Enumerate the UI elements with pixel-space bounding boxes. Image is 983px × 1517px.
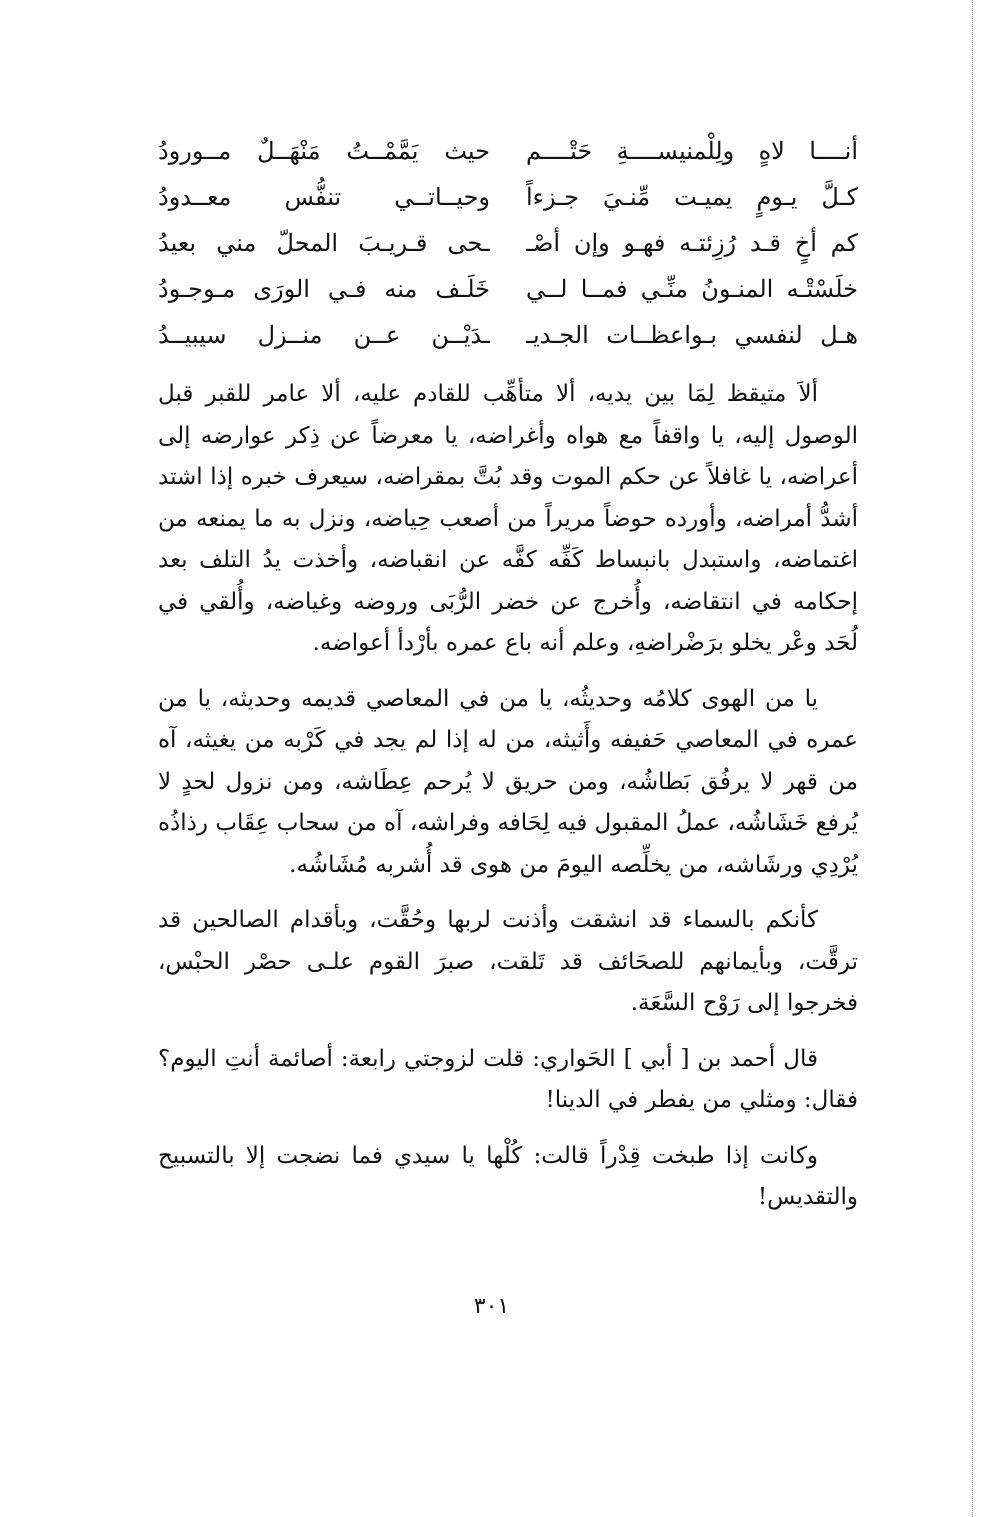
verse-second-hemistich: ـدَيْــن عــن منــزل سيبيــدُ (158, 321, 490, 349)
verse-second-hemistich: ـحى قـريـبَ المحلّ مني بعيدُ (158, 229, 490, 257)
poem-verse (158, 128, 858, 174)
verse-first-hemistich: كـلَّ يـومٍ يميـت مِّنـيَ جـزءاً (526, 183, 858, 211)
poem-verse (158, 174, 858, 220)
poem-verse (158, 312, 858, 358)
verse-second-hemistich: خَلَـف منه فـي الورَى مـوجـودُ (158, 275, 490, 303)
verse-second-hemistich: وحيــاتــي تنفُّس معــدودُ (158, 183, 490, 211)
scan-edge-line (972, 0, 973, 1517)
poem-verse (158, 220, 858, 266)
page-number: ٣٠١ (473, 1294, 510, 1319)
verse-first-hemistich: أنــــا لاهٍ ولِلْمنيســــةِ حَتْــــم (526, 137, 858, 165)
page-body (158, 128, 858, 1219)
paragraph-rabia-fasting: قال أحمد بن [ أبي ] الحَواري: قلت لزوجتي رابعة: أصائمة أنتِ اليوم؟ فقال: ومثلي من يفطر في الدينا! (158, 1045, 858, 1113)
paragraph-mortality: ألاَ متيقظ لِمَا بين يديه، ألا متأهِّب للقادم عليه، ألا عامر للقبر قبل الوصول إليه، يا واقفاً مع هواه وأغراضه، يا معرضاً عن ذِكر عوارضه إلى أعراضه، يا غافلاً عن حكم الموت وقد بُتَّ بمقراضه، سيعرف خبره إذا اشتد أشدُّ أمراضه، وأورده حوضاً مريراً من أصعب حِياضه، ونزل به ما يمنعه من اغتماضه، واستبدل بانبساط كَفِّه كفَّه عن انقباضه، وأخذت يدُ التلف بعد إحكامه في انتقاضه، وأُخرج عن خضر الرُّبَى وروضه وغياضه، وأُلقي في لُحَد وعْر يخلو برَضْراضهِ، وعلم أنه باع عمره بأرْدأ أعواضه. (158, 381, 858, 656)
paragraph-rabia-cooking: وكانت إذا طبخت قِدْراً قالت: كُلْها يا سيدي فما نضجت إلا بالتسبيح والتقديس! (158, 1142, 858, 1210)
paragraph-resurrection: كأنكم بالسماء قد انشقت وأذنت لربها وحُقَّت، وبأقدام الصالحين قد ترقَّت، وبأيمانهم للصحَائف قد تَلقت، صبرَ القوم علـى حصْر الحبْس، فخرجوا إلى رَوْح السَّعَة. (158, 907, 858, 1016)
verse-second-hemistich: حيث يَمَّمْــتُ مَنْهَــلٌ مــورودُ (158, 137, 490, 165)
verse-first-hemistich: خلَسْتْـه المنـونُ منِّـي فمــا لــي (526, 275, 858, 303)
poem-verse (158, 266, 858, 312)
paragraph-desire: يا من الهوى كلامُه وحديثُه، يا من في المعاصي قديمه وحديثه، يا من عمره في المعاصي حَفيفه وأَثيثه، من له إذا لم يجد في كَرْبه من يغيثه، آه من قهر لا يرفُق بَطاشُه، ومن حريق لا يُرحم عِطَاشه، ومن نزول لحدٍ لا يُرفع خَشَاشُه، عملُ المقبول فيه لِحَافه وفراشه، آه من سحاب عِقَاب رذاذُه يُرْدِي ورشَاشه، من يخلِّصه اليومَ من هوى قد أُشربه مُشَاشُه. (158, 685, 858, 878)
verse-first-hemistich: هـل لنفسي بـواعظــات الجـديـ (526, 321, 858, 349)
verse-first-hemistich: كم أخٍ قـد رُزِئتـه فهـو وإن أصْـ (526, 229, 858, 257)
poem (158, 128, 858, 358)
